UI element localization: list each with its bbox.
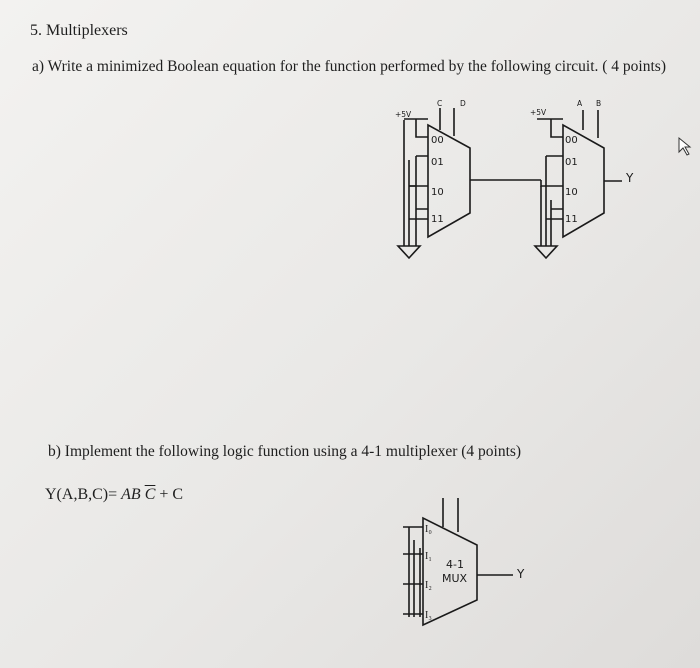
cursor-icon [679, 138, 690, 155]
mux-1-select-lines [440, 108, 454, 136]
mux-1 [398, 108, 541, 258]
mux-2-output-y: Y [626, 171, 634, 185]
mux-1-input-11: 11 [431, 214, 444, 225]
mux-2-select-b: B [596, 99, 602, 108]
mux-1-ground [398, 246, 420, 258]
mux-2-select-a: A [577, 99, 583, 108]
mux-2-vcc-label: +5V [530, 108, 547, 117]
mux-2-ground [535, 246, 557, 258]
mux-2-bus [541, 156, 551, 246]
mux-b-output-y: Y [517, 567, 525, 581]
mux-b-bus [409, 527, 420, 617]
mux-2-vcc-wire [537, 119, 563, 137]
mux-1-select-d: D [460, 99, 466, 108]
mux-b-label-4-1: 4-1 [446, 558, 464, 571]
question-title: 5. Multiplexers [30, 22, 128, 39]
mux-2-input-00: 00 [565, 135, 578, 146]
mux-b-input-1: I₁ [425, 551, 432, 562]
mux-b-select-lines [443, 498, 458, 532]
mux-1-input-01: 01 [431, 157, 444, 168]
mux-2-input-11: 11 [565, 214, 578, 225]
mux-1-vcc-label: +5V [395, 110, 412, 119]
mux-2-select-lines [583, 110, 598, 138]
mux-1-bus [404, 120, 416, 246]
mux-b-input-3: I₃ [425, 610, 432, 621]
mux-1-input-00: 00 [431, 135, 444, 146]
part-b-prompt: b) Implement the following logic function using a 4-1 multiplexer (4 points) [48, 443, 522, 460]
mux-2 [535, 110, 622, 258]
mux-1-input-wires [409, 156, 428, 219]
mux-1-vcc-wire [404, 119, 428, 137]
mux-1-select-c: C [437, 99, 443, 108]
mux-2-input-01: 01 [565, 157, 578, 168]
equation-prefix: Y(A,B,C)= [45, 486, 122, 503]
mux-b-input-0: I₀ [425, 524, 432, 535]
mux-b-label-mux: MUX [442, 572, 468, 585]
mux-1-input-10: 10 [431, 187, 444, 198]
mux-2-input-10: 10 [565, 187, 578, 198]
mux-2-input-wires [541, 156, 563, 219]
equation-term-c-bar: $\overline{C}$ [144, 486, 156, 503]
equation-term-ab: AB [121, 486, 141, 503]
equation-suffix: + C [155, 486, 184, 503]
part-a-prompt: a) Write a minimized Boolean equation for the function performed by the following circuit. ( 4 points) [32, 58, 666, 75]
mux-b-input-2: I₂ [425, 580, 432, 591]
